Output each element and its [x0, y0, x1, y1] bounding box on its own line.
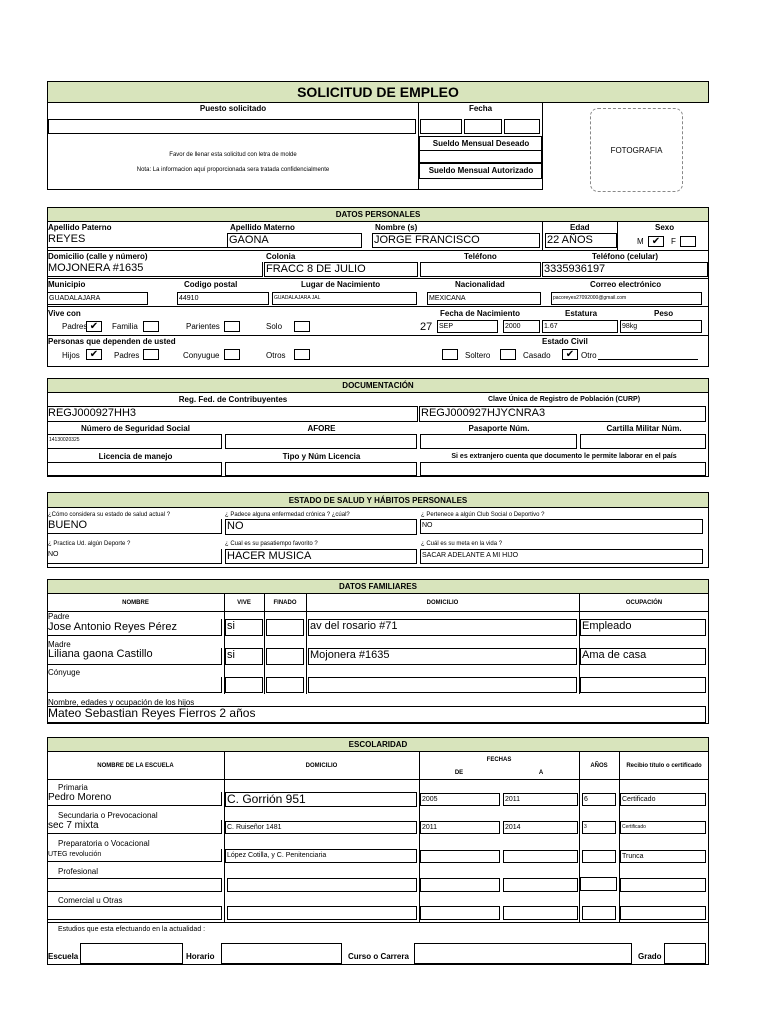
curp-field[interactable]: REGJ000927HJYCNRA3 — [419, 406, 706, 422]
padre-vive-field[interactable]: si — [225, 619, 263, 636]
sexo-m-label: M — [637, 237, 644, 246]
vive-solo-label: Solo — [266, 322, 283, 331]
rfc-field[interactable]: REGJ000927HH3 — [47, 406, 418, 422]
nacionalidad-label: Nacionalidad — [455, 280, 505, 289]
afore-field[interactable] — [225, 434, 417, 449]
divider — [224, 752, 225, 922]
comercial-domicilio-field[interactable] — [227, 906, 417, 920]
dep-otros-checkbox[interactable] — [294, 349, 310, 360]
conyuge-domicilio-field[interactable] — [308, 677, 577, 693]
salud-a6[interactable]: SACAR ADELANTE A MI HIJO — [420, 549, 703, 564]
vive-solo-checkbox[interactable] — [294, 321, 310, 332]
puesto-input[interactable] — [48, 119, 416, 134]
puesto-label: Puesto solicitado — [199, 104, 267, 113]
civil-otro-label: Otro — [581, 351, 597, 360]
sexo-label: Sexo — [655, 223, 675, 232]
conyuge-vive-field[interactable] — [225, 677, 263, 693]
secundaria-titulo-field[interactable]: Certificado — [620, 821, 706, 834]
profesional-de-field[interactable] — [420, 878, 500, 892]
cp-label: Codigo postal — [184, 280, 238, 289]
tipo-licencia-field[interactable] — [225, 462, 417, 476]
sueldo-autorizado-label: Sueldo Mensual Autorizado — [419, 163, 542, 179]
domicilio-field[interactable]: MOJONERA #1635 — [47, 262, 263, 277]
cartilla-field[interactable] — [580, 434, 706, 449]
vive-padres-label: Padres — [62, 322, 88, 331]
edad-field[interactable]: 22 AÑOS — [545, 233, 617, 248]
divider — [419, 752, 420, 922]
madre-vive-field[interactable]: si — [225, 648, 263, 665]
esc-col-escuela: NOMBRE DE LA ESCUELA — [97, 763, 174, 769]
sueldo-deseado-label: Sueldo Mensual Deseado — [419, 136, 542, 151]
civil-label: Estado Civil — [542, 337, 588, 346]
padre-ocupacion-field[interactable]: Empleado — [580, 619, 706, 636]
primaria-escuela-field[interactable]: Pedro Moreno — [47, 792, 222, 806]
profesional-escuela-field[interactable] — [47, 878, 222, 892]
salud-q3: ¿ Pertenece a algún Club Social o Deportivo ? — [421, 512, 545, 518]
vive-familia-checkbox[interactable] — [143, 321, 159, 332]
dep-conyugue-checkbox[interactable] — [224, 349, 240, 360]
secundaria-escuela-field[interactable]: sec 7 mixta — [47, 820, 222, 834]
divider — [264, 594, 265, 694]
extranjero-field[interactable] — [420, 462, 706, 476]
celular-field[interactable]: 3335936197 — [542, 262, 708, 277]
tipo-licencia-label: Tipo y Núm Licencia — [282, 452, 361, 461]
fecha-label: Fecha — [468, 104, 493, 113]
pasaporte-label: Pasaporte Núm. — [468, 424, 530, 433]
madre-domicilio-field[interactable]: Mojonera #1635 — [308, 648, 577, 665]
correo-field[interactable]: pacoreyes27092000@gmail.com — [551, 292, 702, 305]
divider — [47, 306, 709, 307]
profesional-titulo-field[interactable] — [620, 878, 706, 892]
pasaporte-field[interactable] — [420, 434, 577, 449]
dep-conyugue-label: Conyugue — [183, 351, 220, 360]
actual-label: Estudios que esta efectuando en la actualidad : — [58, 926, 206, 933]
padre-nombre-field[interactable] — [47, 619, 222, 636]
primaria-label: Primaria — [58, 783, 88, 792]
nacionalidad-field[interactable]: MEXICANA — [427, 292, 541, 305]
top-left-block — [47, 102, 419, 190]
comercial-anios-field[interactable] — [582, 906, 616, 920]
fam-col-domicilio: DOMICILIO — [426, 600, 459, 606]
civil-otro-line — [598, 359, 698, 360]
civil-casado-checkbox[interactable] — [500, 349, 516, 360]
telefono-label: Teléfono — [464, 252, 497, 261]
estatura-field[interactable]: 1.67 — [542, 320, 618, 333]
edad-label: Edad — [570, 223, 590, 232]
esc-col-fechas: FECHAS — [486, 757, 512, 763]
divider — [47, 278, 709, 279]
hijos-field[interactable]: Mateo Sebastian Reyes Fierros 2 años — [47, 706, 706, 723]
secundaria-domicilio-field[interactable]: C. Ruiseñor 1481 — [225, 821, 417, 834]
profesional-anios-field[interactable] — [580, 877, 617, 891]
profesional-label: Profesional — [58, 867, 99, 876]
comercial-a-field[interactable] — [503, 906, 578, 920]
dep-hijos-checkbox[interactable]: ✔ — [86, 349, 102, 360]
salud-q5: ¿ Cual es su pasatiempo favorito ? — [225, 541, 318, 547]
salud-a1[interactable]: BUENO — [47, 519, 222, 534]
secundaria-a-field[interactable]: 2014 — [503, 821, 578, 834]
dep-padres-checkbox[interactable] — [143, 349, 159, 360]
sexo-f-checkbox[interactable] — [680, 236, 696, 247]
ap-materno-field[interactable]: GAONA — [227, 233, 362, 248]
profesional-a-field[interactable] — [503, 878, 578, 892]
primaria-a-field[interactable]: 2011 — [503, 793, 578, 806]
fam-col-ocupacion: OCUPACIÓN — [625, 600, 663, 606]
civil-soltero-label: Soltero — [465, 351, 491, 360]
escuela-actual-field[interactable] — [80, 943, 183, 964]
domicilio-label: Domicilio (calle y número) — [48, 252, 148, 261]
comercial-de-field[interactable] — [420, 906, 500, 920]
madre-finado-field[interactable] — [266, 648, 304, 665]
salud-header: ESTADO DE SALUD Y HÁBITOS PERSONALES — [47, 492, 709, 508]
page-title: SOLICITUD DE EMPLEO — [297, 84, 459, 100]
prepa-label: Preparatoria o Vocacional — [58, 839, 150, 848]
curso-label: Curso o Carrera — [348, 952, 409, 961]
fnac-label: Fecha de Nacimiento — [440, 309, 521, 318]
fecha-dia-input[interactable] — [420, 119, 462, 134]
ap-paterno-field[interactable]: REYES — [47, 233, 227, 248]
conyuge-label: Cónyuge — [48, 668, 81, 677]
sexo-m-checkbox[interactable]: ✔ — [648, 236, 664, 247]
prepa-titulo-field[interactable]: Trunca — [620, 850, 706, 863]
peso-label: Peso — [654, 309, 674, 318]
horario-field[interactable] — [221, 943, 342, 964]
vive-con-label: Vive con — [48, 309, 81, 318]
conyuge-finado-field[interactable] — [266, 677, 304, 693]
divider — [47, 922, 709, 923]
padre-label: Padre — [48, 612, 70, 621]
telefono-field[interactable] — [420, 262, 541, 277]
esc-col-de: DE — [454, 770, 464, 776]
padre-nombre[interactable]: Jose Antonio Reyes Pérez — [48, 621, 178, 633]
fnac-anio-field[interactable]: 2000 — [503, 320, 540, 333]
photo-box — [590, 108, 683, 192]
comercial-titulo-field[interactable] — [620, 906, 706, 920]
primaria-de-field[interactable]: 2005 — [420, 793, 500, 806]
municipio-label: Municipio — [48, 280, 86, 289]
divider — [542, 222, 543, 250]
vive-padres-checkbox[interactable]: ✔ — [86, 321, 102, 332]
prepa-anios-field[interactable] — [582, 850, 616, 863]
municipio-field[interactable]: GUADALAJARA — [47, 292, 148, 305]
vive-familia-label: Familia — [112, 322, 138, 331]
celular-label: Teléfono (celular) — [592, 252, 659, 261]
lugar-field[interactable]: GUADALAJARA JAL — [272, 292, 417, 305]
prepa-a-field[interactable] — [503, 850, 578, 863]
lugar-label: Lugar de Nacimiento — [301, 280, 381, 289]
horario-label: Horario — [186, 952, 215, 961]
correo-label: Correo electrónico — [590, 280, 662, 289]
cp-field[interactable]: 44910 — [177, 292, 269, 305]
salud-q2: ¿ Padece alguna enfermedad crónica ? ¿cúal? — [225, 512, 350, 518]
vive-parientes-checkbox[interactable] — [224, 321, 240, 332]
curp-label: Clave Única de Registro de Población (CURP) — [487, 396, 641, 403]
instruction-text-2: Nota: La informacion aquí proporcionada sera tratada confidencialmente — [136, 167, 330, 173]
esc-col-domicilio: DOMICILIO — [305, 763, 338, 769]
salud-q1: ¿Cómo considera su estado de salud actual ? — [48, 512, 171, 518]
secundaria-de-field[interactable]: 2011 — [420, 821, 500, 834]
photo-label: FOTOGRAFIA — [610, 146, 663, 155]
primaria-domicilio-field[interactable]: C. Gorrión 951 — [225, 792, 417, 807]
nss-label: Número de Seguridad Social — [81, 424, 190, 433]
primaria-anios-field[interactable]: 6 — [582, 793, 616, 806]
escolaridad-header: ESCOLARIDAD — [47, 737, 709, 752]
fnac-mes-field[interactable]: SEP — [437, 320, 498, 333]
divider — [617, 222, 618, 250]
hijos-label: Nombre, edades y ocupación de los hijos — [48, 698, 195, 707]
sexo-f-label: F — [671, 237, 676, 246]
dep-padres-label: Padres — [114, 351, 140, 360]
extranjero-label: Si es extranjero cuenta que documento le permite laborar en el país — [451, 453, 677, 460]
esc-col-a: A — [538, 770, 544, 776]
secundaria-label: Secundaria o Prevocacional — [58, 811, 158, 820]
divider — [579, 752, 580, 922]
grado-field[interactable] — [664, 943, 706, 964]
profesional-domicilio-field[interactable] — [227, 878, 417, 892]
civil-soltero-checkbox[interactable] — [442, 349, 458, 360]
salud-q6: ¿ Cuál es su meta en la vida ? — [421, 541, 503, 547]
vive-parientes-label: Parientes — [186, 322, 220, 331]
fam-col-nombre: NOMBRE — [122, 600, 149, 606]
fam-col-vive: VIVE — [237, 600, 251, 606]
salud-a2[interactable]: NO — [225, 519, 417, 535]
afore-label: AFORE — [307, 424, 336, 433]
nombre-label: Nombre (s) — [375, 223, 418, 232]
divider — [47, 250, 709, 251]
escuela-actual-label: Escuela — [48, 952, 79, 961]
divider — [619, 752, 620, 922]
grado-label: Grado — [638, 952, 662, 961]
esc-col-titulo: Recibio título o certificado — [626, 763, 702, 769]
fecha-anio-input[interactable] — [504, 119, 540, 134]
sueldo-deseado-input[interactable] — [419, 150, 542, 163]
nss-field[interactable]: 14130020325 — [47, 434, 222, 449]
title-bar — [47, 81, 709, 103]
fam-col-finado: FINADO — [273, 600, 297, 606]
colonia-label: Colonia — [266, 252, 296, 261]
instruction-text-1: Favor de llenar esta solicitud con letra de molde — [169, 152, 297, 158]
cartilla-label: Cartilla Militar Núm. — [606, 424, 682, 433]
curso-field[interactable] — [414, 943, 632, 964]
civil-otro-checkbox[interactable]: ✔ — [562, 349, 578, 360]
peso-field[interactable]: 98kg — [620, 320, 702, 333]
esc-col-anios: AÑOS — [590, 763, 608, 769]
primaria-titulo-field[interactable]: Certificado — [620, 793, 706, 806]
salud-a5[interactable]: HACER MUSICA — [225, 549, 417, 564]
nombre-field[interactable]: JORGE FRANCISCO — [372, 233, 540, 248]
conyuge-ocupacion-field[interactable] — [580, 677, 706, 693]
dep-otros-label: Otros — [266, 351, 286, 360]
divider — [306, 594, 307, 694]
comercial-label: Comercial u Otras — [58, 896, 123, 905]
conyuge-nombre-field[interactable] — [47, 677, 222, 693]
padre-finado-field[interactable] — [266, 619, 304, 636]
dep-hijos-label: Hijos — [62, 351, 80, 360]
salud-a3[interactable]: NO — [420, 519, 703, 534]
secundaria-anios-field[interactable]: 3 — [582, 821, 616, 834]
salud-q4: ¿ Practica Ud. algún Deporte ? — [48, 541, 131, 547]
fecha-mes-input[interactable] — [464, 119, 502, 134]
familia-header: DATOS FAMILIARES — [47, 579, 709, 594]
doc-header: DOCUMENTACIÓN — [47, 378, 709, 393]
prepa-domicilio-field[interactable]: López Cotilla, y C. Penitenciaria — [225, 849, 417, 863]
madre-label: Madre — [48, 640, 71, 649]
civil-casado-label: Casado — [523, 351, 551, 360]
estatura-label: Estatura — [565, 309, 598, 318]
divider — [47, 335, 709, 336]
rfc-label: Reg. Fed. de Contribuyentes — [178, 395, 288, 404]
madre-nombre-field[interactable]: Liliana gaona Castillo — [47, 648, 222, 665]
personal-header: DATOS PERSONALES — [47, 207, 709, 222]
ap-materno-label: Apellido Materno — [230, 223, 295, 232]
padre-domicilio-field[interactable]: av del rosario #71 — [308, 619, 577, 636]
licencia-label: Licencia de manejo — [98, 452, 173, 461]
licencia-field[interactable] — [47, 462, 222, 476]
dependen-label: Personas que dependen de usted — [48, 337, 176, 346]
prepa-de-field[interactable] — [420, 850, 500, 863]
ap-paterno-label: Apellido Paterno — [48, 223, 112, 232]
fnac-dia[interactable]: 27 — [420, 321, 433, 333]
prepa-escuela-field[interactable]: UTEG revolución — [47, 849, 222, 862]
comercial-escuela-field[interactable] — [47, 906, 222, 920]
salud-a4[interactable]: NO — [47, 549, 222, 564]
colonia-field[interactable]: FRACC 8 DE JULIO — [264, 262, 418, 277]
madre-ocupacion-field[interactable]: Ama de casa — [580, 648, 706, 665]
